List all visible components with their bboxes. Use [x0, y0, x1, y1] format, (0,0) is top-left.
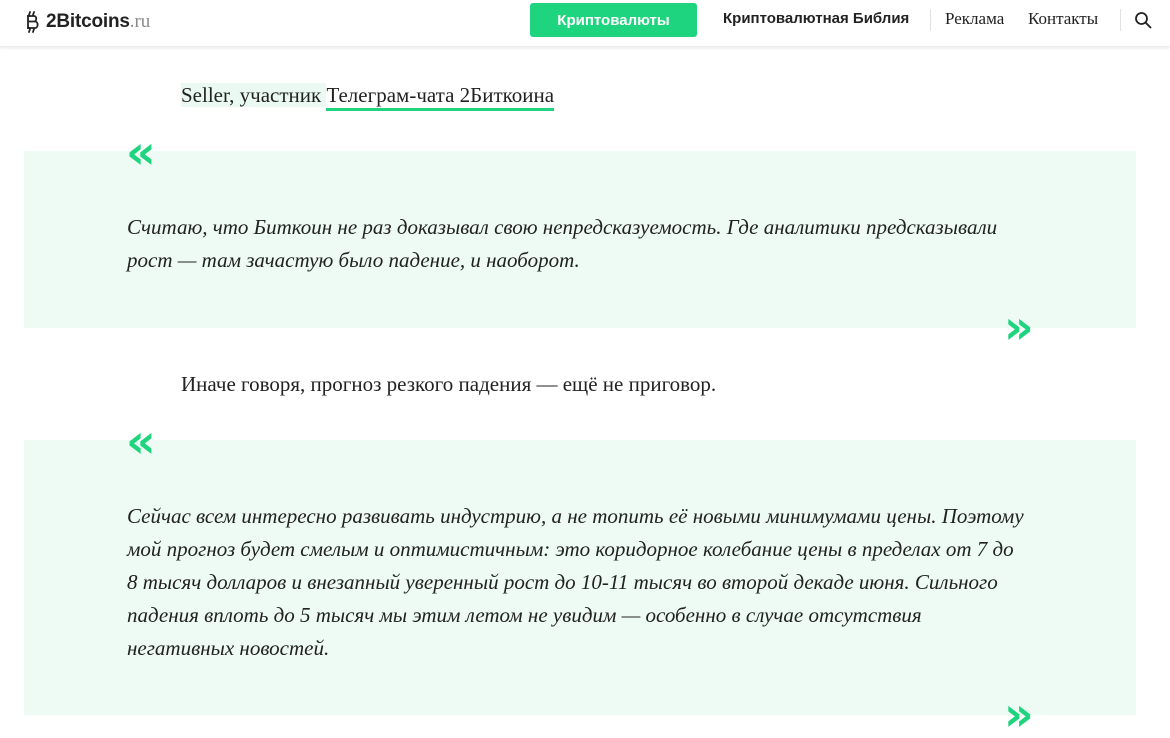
quote-open-mark: «	[126, 125, 156, 179]
nav-crypto-bible-link[interactable]: Криптовалютная Библия	[723, 10, 910, 27]
site-header	[0, 0, 1170, 47]
quote-text: Считаю, что Биткоин не раз доказывал свою непредсказуемость. Где аналитики предсказывали рост — там зачастую было падение, и наоборот.	[127, 215, 998, 272]
quote-text: Сейчас всем интересно развивать индустрию, а не топить её новыми минимумами цены. Поэтому мой прогноз будет смелым и оптимистичным: это коридорное колебание цены в пределах от 7 до 8 тысяч долларов и внезапный уверенный рост до 10-11 тысяч во второй декаде июня. Сильного падения вплоть до 5 тысяч мы этим летом не увидим — особенно в случае отсутствия негативных новостей.	[127, 504, 1024, 660]
nav-crypto-button[interactable]: Криптовалюты	[530, 3, 697, 37]
nav-divider	[1120, 9, 1121, 31]
logo-tld: .ru	[129, 11, 151, 32]
nav-contacts-link[interactable]: Контакты	[1028, 9, 1099, 28]
quote-open-mark: «	[126, 414, 156, 468]
author-prefix: Seller, участник	[181, 83, 327, 107]
paragraph: Иначе говоря, прогноз резкого падения — ещё не приговор.	[181, 372, 717, 396]
search-icon[interactable]	[1134, 11, 1152, 29]
site-logo[interactable]	[24, 9, 150, 35]
telegram-chat-link[interactable]: Телеграм-чата 2Биткоина	[326, 83, 554, 111]
nav-ads-link[interactable]: Реклама	[945, 9, 1005, 28]
quote-close-mark: »	[1004, 687, 1034, 738]
quote-close-mark: »	[1004, 300, 1034, 354]
quote-author	[181, 81, 554, 109]
nav-divider	[930, 9, 931, 31]
bitcoin-icon	[24, 11, 40, 33]
logo-name: 2Bitcoins	[46, 11, 130, 32]
